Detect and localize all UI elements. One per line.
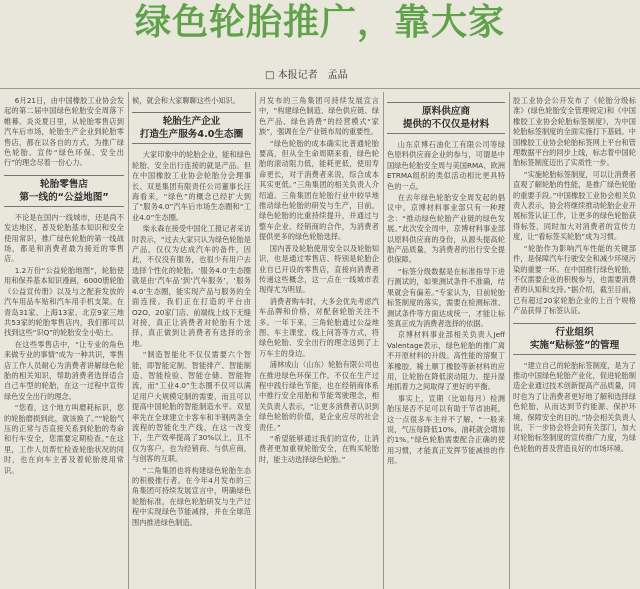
col1-paragraph-2: 不论是在国内一线城市，还是尚不发达地区，普及轮胎基本知识和安全使用常识，推广绿色轮胎的第一线战场，都是和消费者最为接近的零售店。 [4, 212, 124, 264]
top-divider [0, 88, 640, 89]
col2-subhead [132, 112, 251, 144]
col4-paragraph-5: 事实上，宣期（比如每月）检测胎压是否不足可以有助于节省油耗，这一点很多车主并不了解。“一般来说，气压每降低10%，油耗就会增加约1%。”绿色轮胎需要配合正确的使用习惯，才能真正发挥节能减排的作用。 [387, 393, 505, 466]
col2-subhead-line-1: 轮胎生产企业 [162, 116, 221, 128]
col3-paragraph-5: 浦林成山（山东）轮胎有限公司也在推进绿色环保工作。不仅在生产过程中践行绿色节能，也在经销商体系中推行安全用胎和节能驾驶理念，相关负责人表示，“让更多消费者认识到绿色轮胎的价值，是企业应尽的社会责任。” [259, 360, 379, 432]
col4-subhead-line-1: 原料供应商 [422, 106, 470, 117]
column-1 [4, 96, 124, 589]
col1-paragraph-3: 1.2万份“公益轮胎地图”，轮胎使用和保养基本知识漫画，6000册轮胎《公益宣传册》以及与之配套发放的汽车用品车贴和汽车用手机支架。在青岛31家、上海13家、北京9家三地共53家的轮胎零售店内，我们都可以找到这些“识Q”的轮胎安全小贴士。 [4, 265, 124, 338]
column-divider-3 [383, 92, 384, 589]
col4-subhead [387, 102, 505, 134]
col4-paragraph-2: 在去年绿色轮胎安全周发起的倡议中，京博材料事业部只有一种理念：“推动绿色轮胎产业链的绿色发展。”此次安全周中，京博材料事业部以原料供应商的身份，从源头提高轮胎产品质量，为消费者的出行安全提供保障。 [387, 193, 505, 265]
col5-subhead [513, 323, 636, 355]
col3-paragraph-1: 月发布的三角集团可持续发展宣言中，“构建绿色制造、绿色供应链、绿色产品、绿色消费”的经营模式“家族”，强调在全产业链布局的重要性。 [259, 96, 379, 137]
col5-subhead-line-2: 实施“贴标签”的管理 [529, 339, 620, 351]
column-4 [387, 96, 505, 589]
col2-paragraph-2: 大家印象中的轮胎企业，能和绿色轮胎、安全出行连接的就是产品。但在中国橡胶工业协会轮胎分会理事长、双星集团有限责任公司董事长汪海看来，“绿色”的概念已经扩大到了“服务4.0”汽车后市场生态圈和“工业4.0”生态圈。 [132, 150, 251, 222]
col5-subhead-line-1: 行业组织 [555, 326, 594, 338]
col2-subhead-line-2: 打造生产服务4.0生态圈 [139, 129, 244, 141]
column-3 [259, 96, 379, 589]
col5-paragraph-4: “建立自己的轮胎标签制度，是为了推动中国绿色轮胎产业化，促进轮胎制造企业通过技术创新提高产品质量，同时也为了让消费者更好地了解和选择绿色轮胎，从而达到节约能源、保护环境、保障安全的目的。”协会相关负责人说，下一步协会将会同有关部门，加大对轮胎标签制度的宣传推广力度，为绿色轮胎的普及营造良好的市场环境。 [513, 360, 636, 453]
col2-paragraph-5: “二角集团也将构建绿色轮胎生态的积极推行者。在今年4月发布的三角集团可持续发展宣言中，明确绿色轮胎标准，在绿色轮胎研发与生产过程中实现绿色节能减排，并在全球范围内推进绿色制造。 [132, 465, 251, 527]
col1-subhead-line-2: 第一线的“公益地图” [19, 191, 109, 203]
col5-paragraph-3: “轮胎作为影响汽车性能的关键部件，是保障汽车行驶安全和减少环境污染的重要一环。在中国推行绿色轮胎，不仅需要企业的积极参与，也需要消费者的认知和支持。”据介绍，截至目前，已有超过20家轮胎企业的上百个规格产品获得了标签认证。 [513, 243, 636, 316]
col3-paragraph-6: “希望能够通过我们的宣传，让消费者更加重视轮胎安全，在购买轮胎时，能主动选择绿色轮胎。” [259, 434, 379, 464]
col1-subhead-line-1: 轮胎零售店 [40, 178, 88, 190]
col4-paragraph-3: “标签分级数据是在标准指导下进行测试的，如果测试条件不准确，结果就会有偏差。”专家认为，目前轮胎标签制度的落实，需要在检测标准、测试条件等方面达成统一，才能让标签真正成为消费者选择的依据。 [387, 266, 505, 328]
col4-paragraph-4: 京博材料事业部相关负责人Jeff Valentage表示，绿色轮胎的推广离不开原材料的升级。高性能的溶聚丁苯橡胶、稀土顺丁橡胶等新材料的应用，让轮胎在降低滚动阻力、提升湿地抓着力之间取得了更好的平衡。 [387, 330, 505, 392]
col4-subhead-line-2: 提供的不仅仅是材料 [402, 119, 490, 130]
headline: 绿色轮胎推广，靠大家 [134, 1, 505, 43]
column-2 [132, 96, 251, 589]
column-divider-1 [128, 92, 129, 589]
column-divider-2 [255, 92, 256, 589]
col3-paragraph-2: “绿色轮胎的成本确实比普通轮胎要高，但从全生命周期来看，绿色轮胎的滚动阻力低，能耗更低，使用寿命更长，对于消费者来说，综合成本其实更低。”三角集团的相关负责人介绍道。三角集团在轮胎行业中较早地推动绿色轮胎的研发与生产，目前，绿色轮胎的比重持续提升，并通过与整车企业、经销商的合作，为消费者提供更多的绿色轮胎选择。 [259, 138, 379, 242]
byline: □ 本报记者 孟晶 [265, 70, 348, 81]
column-divider-4 [509, 92, 510, 589]
col3-paragraph-4: 消费者购车时，大多会优先考虑汽车品牌和价格，对配套轮胎关注不多。一年下来，三角轮胎通过公益地图、车主课堂、线上问答等方式，将绿色轮胎、安全出行的理念送到了上万车主的身边。 [259, 296, 379, 358]
col2-paragraph-3: 柴永森在接受中国化工报记者采访时表示，“过去大家只认为绿色轮胎是产品，仅仅为达成汽车的备件，因此，不仅没有服务，也很少有用户去选择个性化的轮胎。‘服务4.0’生态圈就是由‘汽车品’到‘汽车服务’，‘服务4.0’生态圈，能实现产品与服务的全面连接。我们正在打造的平台由O2O、20家门店、前端线上线下无缝对接，真正让消费者对轮胎有个选择，真正做到让消费者有选择的余地。 [132, 224, 251, 348]
col1-paragraph-1: 6月21日，由中国橡胶工业协会发起的第二届中国绿色轮胎安全周落下帷幕。炎炎夏日里，从轮胎零售店到汽车后市场，轮胎生产企业到轮胎零售店，都在以各自的方式，为推广绿色轮胎、宣传“绿色环保、安全出行”的理念尽着一份心力。 [4, 96, 124, 168]
col3-paragraph-3: 国内普及轮胎使用安全以及轮胎知识，也是通过零售店、特别是轮胎企业自已开设的零售店，直接向消费者传递这些概念，这一点在一线城市表现得尤为明显。 [259, 243, 379, 295]
col5-paragraph-1: 胶工业协会公开发布了《轮胎分级标准》(绿色轮胎安全管理规定)和《中国橡胶工业协会轮胎标签制度》，为中国轮胎标签制度的全面实施打下基础。中国橡胶工业协会轮胎标签网上平台和管理数据平台的同步上线，标志着中国轮胎标签制度迈出了实质性一步。 [513, 96, 636, 168]
col4-paragraph-1: 山东京博石油化工有限公司等绿色原料供应商企业的参与，可谓是中国绿色轮胎安全周与美国RMA、欧洲ETRMA组织的类似活动相比更具特色的一点。 [387, 140, 505, 191]
col1-subhead [4, 175, 124, 207]
col1-paragraph-5: “您看，这个地方叫磨耗标识，您的轮胎磨损到此，就该换了。”“轮胎气压的正常与否直接关系到轮胎的寿命和行车安全，您需要定期检查。”在这里，工作人员帮忙检查轮胎状况的同时，也在向车主普及着轮胎使用常识。 [4, 403, 124, 475]
col2-paragraph-4: “制造智能化不仅仅需要六个智能，即智能定制、智能排产、智能制造、智能检验、智能仓储、智能物流，而“工业4.0”生态圈不仅可以满足用户大规模定制的需要，而且可以提高中国轮胎的智能制造水平。双星率先在全球建立卡客车和半钢两条全流程的智能化生产线，在这一改变下，生产效率提高了30%以上，且不仅为客户，也为经销商、与供应商，与创客的互联。 [132, 350, 251, 464]
col1-paragraph-4: 在这些零售店中，“让专业的角色来做专业的事情”成为一种共识，零售店工作人员耐心为消费者讲解绿色轮胎的相关知识，帮助消费者选择适合自己车型的轮胎，在这一过程中宣传绿色安全出行的理念。 [4, 339, 124, 401]
col5-paragraph-2: “实施轮胎标签制度，可以让消费者直观了解轮胎的性能，是推广绿色轮胎的重要手段。”中国橡胶工业协会相关负责人表示，协会将继续推动轮胎企业开展标签认证工作，让更多的绿色轮胎获得标签，同时加大对消费者的宣传力度，让“看标签买轮胎”成为习惯。 [513, 169, 636, 242]
column-5 [513, 96, 636, 589]
col2-paragraph-1: 候，就会和大家聊聊这些小知识。 [132, 96, 240, 105]
